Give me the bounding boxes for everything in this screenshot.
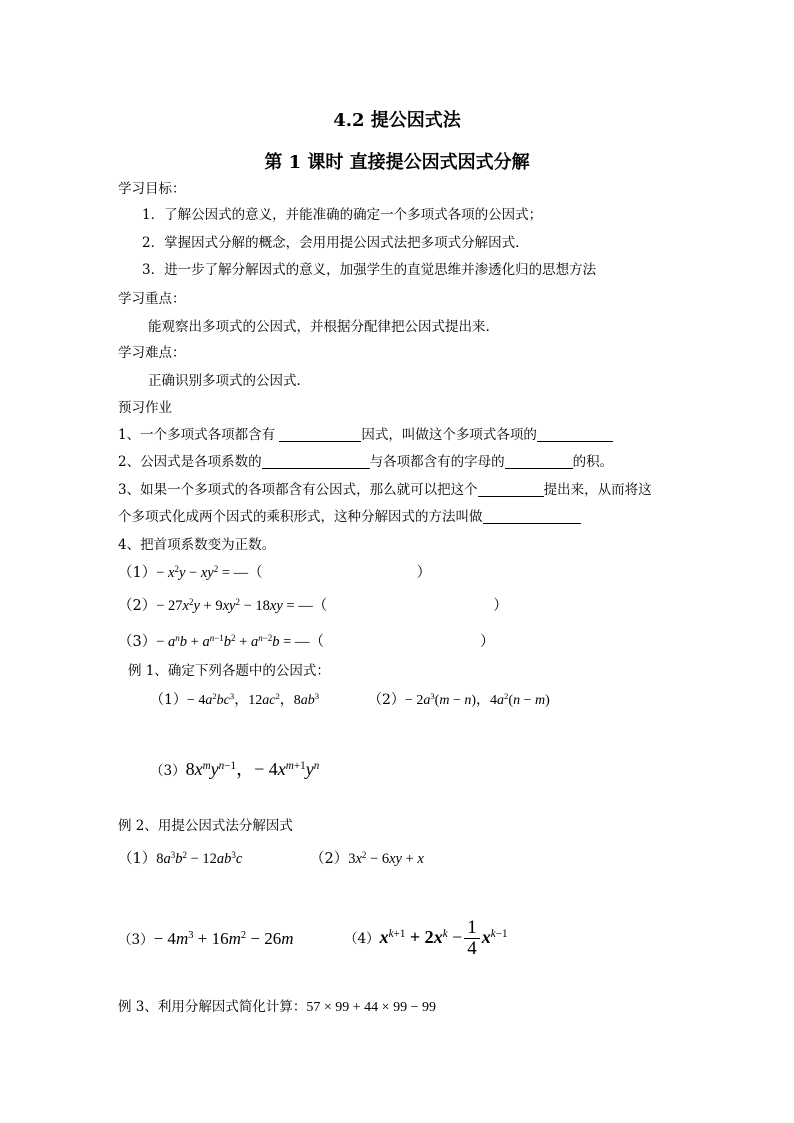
example2-item-1: $(1)8a^3b^2 - 12ab^3c$ <box>118 850 243 867</box>
example3: 例 3、利用分解因式简化计算：57 × 99 + 44 × 99 − 99 <box>118 999 436 1015</box>
item-label: （1） <box>150 692 187 708</box>
item-label: （2） <box>310 851 349 867</box>
preview-q3-line2 <box>118 508 581 526</box>
example1-heading: 例 1、确定下列各题中的公因式： <box>128 663 330 679</box>
preview-q1-part-a: 1、一个多项式各项都含有 <box>118 427 280 443</box>
item-label: （1） <box>118 565 157 581</box>
answer-blank[interactable] <box>505 454 573 469</box>
preview-q4: 4、把首项系数变为正数。 <box>118 537 276 553</box>
preview-q1 <box>118 426 613 444</box>
example3-text: 例 3、利用分解因式简化计算： <box>118 999 307 1015</box>
example2-item-3: $(3)- 4m^3 + 16m^2 - 26m$ <box>118 929 294 948</box>
page-title: 4.2 提公因式法 <box>333 110 461 131</box>
item-label: （3） <box>118 932 154 948</box>
example1-item-1: $(1)- 4a^2bc^3$，$12ac^2$，$8ab^3$ <box>150 691 320 708</box>
difficulty-heading: 学习难点： <box>118 345 186 361</box>
item-label: （2） <box>118 598 157 614</box>
answer-blank[interactable] <box>537 427 613 442</box>
answer-blank[interactable] <box>262 454 370 469</box>
example2-heading: 例 2、用提公因式法分解因式 <box>118 818 293 834</box>
preview-q3-line1 <box>118 481 652 499</box>
key-text: 能观察出多项式的公因式，并根据分配律把公因式提出来. <box>148 319 490 335</box>
q4-item-1: $(1)- x^2y - xy^2$ = —（ ） <box>118 564 432 581</box>
q4-item-2: $(2)- 27x^2y + 9xy^2 - 18xy$ = —（ ） <box>118 597 508 614</box>
preview-q2-part-a: 2、公因式是各项系数的 <box>118 454 262 470</box>
preview-heading: 预习作业 <box>118 400 172 416</box>
preview-q3-part-c: 个多项式化成两个因式的乘积形式，这种分解因式的方法叫做 <box>118 509 483 525</box>
preview-q2 <box>118 453 613 471</box>
answer-blank[interactable] <box>279 427 361 442</box>
goal-item-3: 3．进一步了解分解因式的意义，加强学生的直觉思维并渗透化归的思想方法 <box>142 262 597 278</box>
lesson-subtitle: 第 1 课时 直接提公因式因式分解 <box>264 152 530 173</box>
preview-q2-part-c: 的积。 <box>572 454 614 470</box>
goals-heading: 学习目标： <box>118 181 186 197</box>
answer-blank[interactable] <box>478 482 544 497</box>
answer-blank[interactable] <box>483 509 581 524</box>
example2-item-4: $(4)x^{k+1} + 2x^k$ − $\frac{1}{4}$ $x^{k-1}$ <box>344 916 508 959</box>
preview-q2-part-b: 与各项都含有的字母的 <box>369 454 505 470</box>
example2-item-2: $(2)3x^2 - 6xy + x$ <box>310 850 424 867</box>
key-heading: 学习重点： <box>118 291 186 307</box>
item-label: （4） <box>344 931 380 947</box>
item-label: （2） <box>368 692 405 708</box>
example1-item-3: $(3)8x^my^{n-1}$，− $4x^{m+1}y^n$ <box>150 759 320 779</box>
item-label: （3） <box>150 763 186 779</box>
preview-q3-part-b: 提出来，从而将这 <box>543 482 652 498</box>
preview-q1-part-b: 因式，叫做这个多项式各项的 <box>361 427 537 443</box>
fraction-one-quarter: $\frac{1}{4}$ <box>464 918 480 959</box>
item-label: （3） <box>118 634 157 650</box>
item-label: （1） <box>118 851 157 867</box>
example1-item-2: $(2)- 2a^3(m - n)$，$4a^2(n - m)$ <box>368 691 550 708</box>
difficulty-text: 正确识别多项式的公因式. <box>148 373 301 389</box>
goal-item-1: 1．了解公因式的意义，并能准确的确定一个多项式各项的公因式； <box>142 207 543 223</box>
preview-q3-part-a: 3、如果一个多项式的各项都含有公因式，那么就可以把这个 <box>118 482 478 498</box>
q4-item-3: $(3)- a^nb + a^{n-1}b^2 + a^{n-2}b$ = —（ ） <box>118 633 495 650</box>
goal-item-2: 2．掌握因式分解的概念，会用用提公因式法把多项式分解因式. <box>142 235 520 251</box>
